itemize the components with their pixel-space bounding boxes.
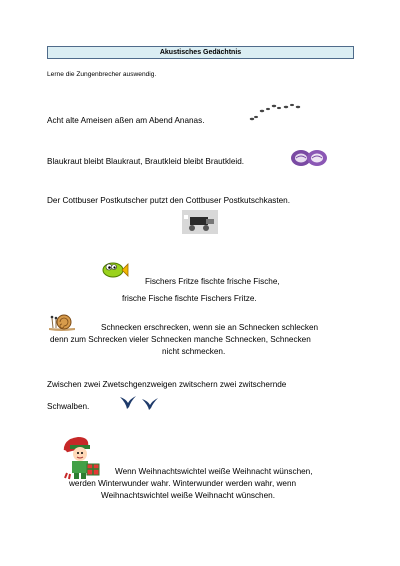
twister-4-line-1: Fischers Fritze fischte frische Fische, bbox=[145, 277, 280, 286]
red-cabbage-icon bbox=[290, 148, 328, 168]
christmas-elf-icon bbox=[56, 433, 104, 481]
twister-3-line-1: Der Cottbuser Postkutscher putzt den Cottbuser Postkutschkasten. bbox=[47, 196, 291, 205]
worksheet-title: Akustisches Gedächtnis bbox=[47, 46, 354, 59]
twister-5-line-3: nicht schmecken. bbox=[162, 347, 226, 356]
twister-7-line-2: werden Winterwunder wahr. Winterwunder werden wahr, wenn bbox=[69, 479, 297, 488]
twister-2-line-1: Blaukraut bleibt Blaukraut, Brautkleid bleibt Brautkleid. bbox=[47, 157, 245, 166]
ants-icon bbox=[246, 101, 302, 123]
instruction-text: Lerne die Zungenbrecher auswendig. bbox=[47, 71, 157, 78]
twister-5-line-1: Schnecken erschrecken, wenn sie an Schnecken schlecken bbox=[101, 323, 319, 332]
snail-icon bbox=[47, 310, 77, 332]
twister-6-line-1: Zwischen zwei Zwetschgenzweigen zwitschern zwei zwitschernde bbox=[47, 380, 287, 389]
fish-icon bbox=[102, 259, 128, 279]
twister-7-line-1: Wenn Weihnachtswichtel weiße Weihnacht wünschen, bbox=[115, 467, 313, 476]
postcoach-icon bbox=[182, 210, 218, 234]
twister-1-line-1: Acht alte Ameisen aßen am Abend Ananas. bbox=[47, 116, 205, 125]
twister-5-line-2: denn zum Schrecken vieler Schnecken manche Schnecken, Schnecken bbox=[50, 335, 311, 344]
twister-7-line-3: Weihnachtswichtel weiße Weihnacht wünschen. bbox=[101, 491, 275, 500]
twister-4-line-2: frische Fische fischte Fischers Fritze. bbox=[122, 294, 257, 303]
swallows-icon bbox=[118, 393, 160, 411]
twister-6-line-2: Schwalben. bbox=[47, 402, 90, 411]
